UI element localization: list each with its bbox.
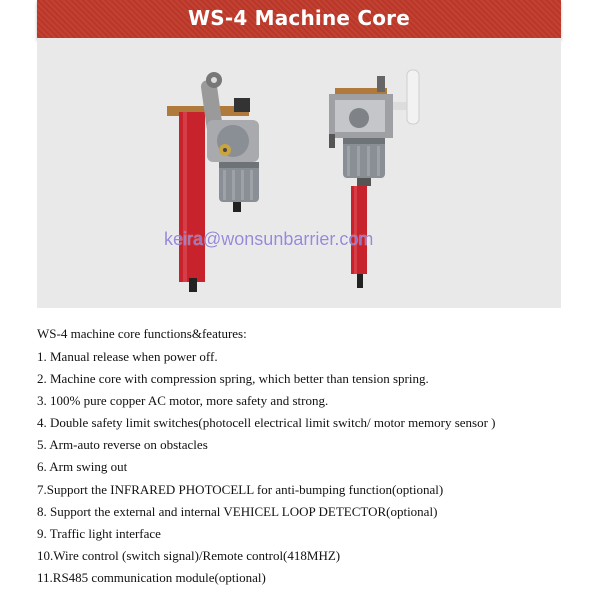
list-item: 2. Machine core with compression spring, which better than tension spring. (37, 371, 429, 387)
list-item: 6. Arm swing out (37, 459, 128, 475)
features-list (37, 346, 496, 589)
list-item: 9. Traffic light interface (37, 525, 161, 541)
product-photo-area (37, 38, 561, 308)
features-heading: WS-4 machine core functions&features: (37, 326, 247, 341)
machine-core-photo-side (329, 70, 419, 288)
watermark-email: keira@wonsunbarrier.com (164, 229, 374, 249)
page-title: WS-4 Machine Core (187, 6, 410, 30)
list-item: 5. Arm-auto reverse on obstacles (37, 437, 208, 453)
list-item: 11.RS485 communication module(optional) (37, 569, 266, 585)
list-item: 4. Double safety limit switches(photocell electrical limit switch/ motor memory sensor ) (37, 415, 496, 431)
product-photos (37, 38, 561, 308)
list-item: 10.Wire control (switch signal)/Remote control(418MHZ) (37, 547, 341, 563)
list-item: 7.Support the INFRARED PHOTOCELL for anti-bumping function(optional) (37, 481, 444, 497)
title-banner (37, 0, 561, 39)
list-item: 8. Support the external and internal VEHICEL LOOP DETECTOR(optional) (37, 503, 438, 519)
list-item: 3. 100% pure copper AC motor, more safety and strong. (37, 393, 329, 409)
machine-core-photo-front (167, 72, 259, 292)
list-item: 1. Manual release when power off. (37, 349, 218, 364)
